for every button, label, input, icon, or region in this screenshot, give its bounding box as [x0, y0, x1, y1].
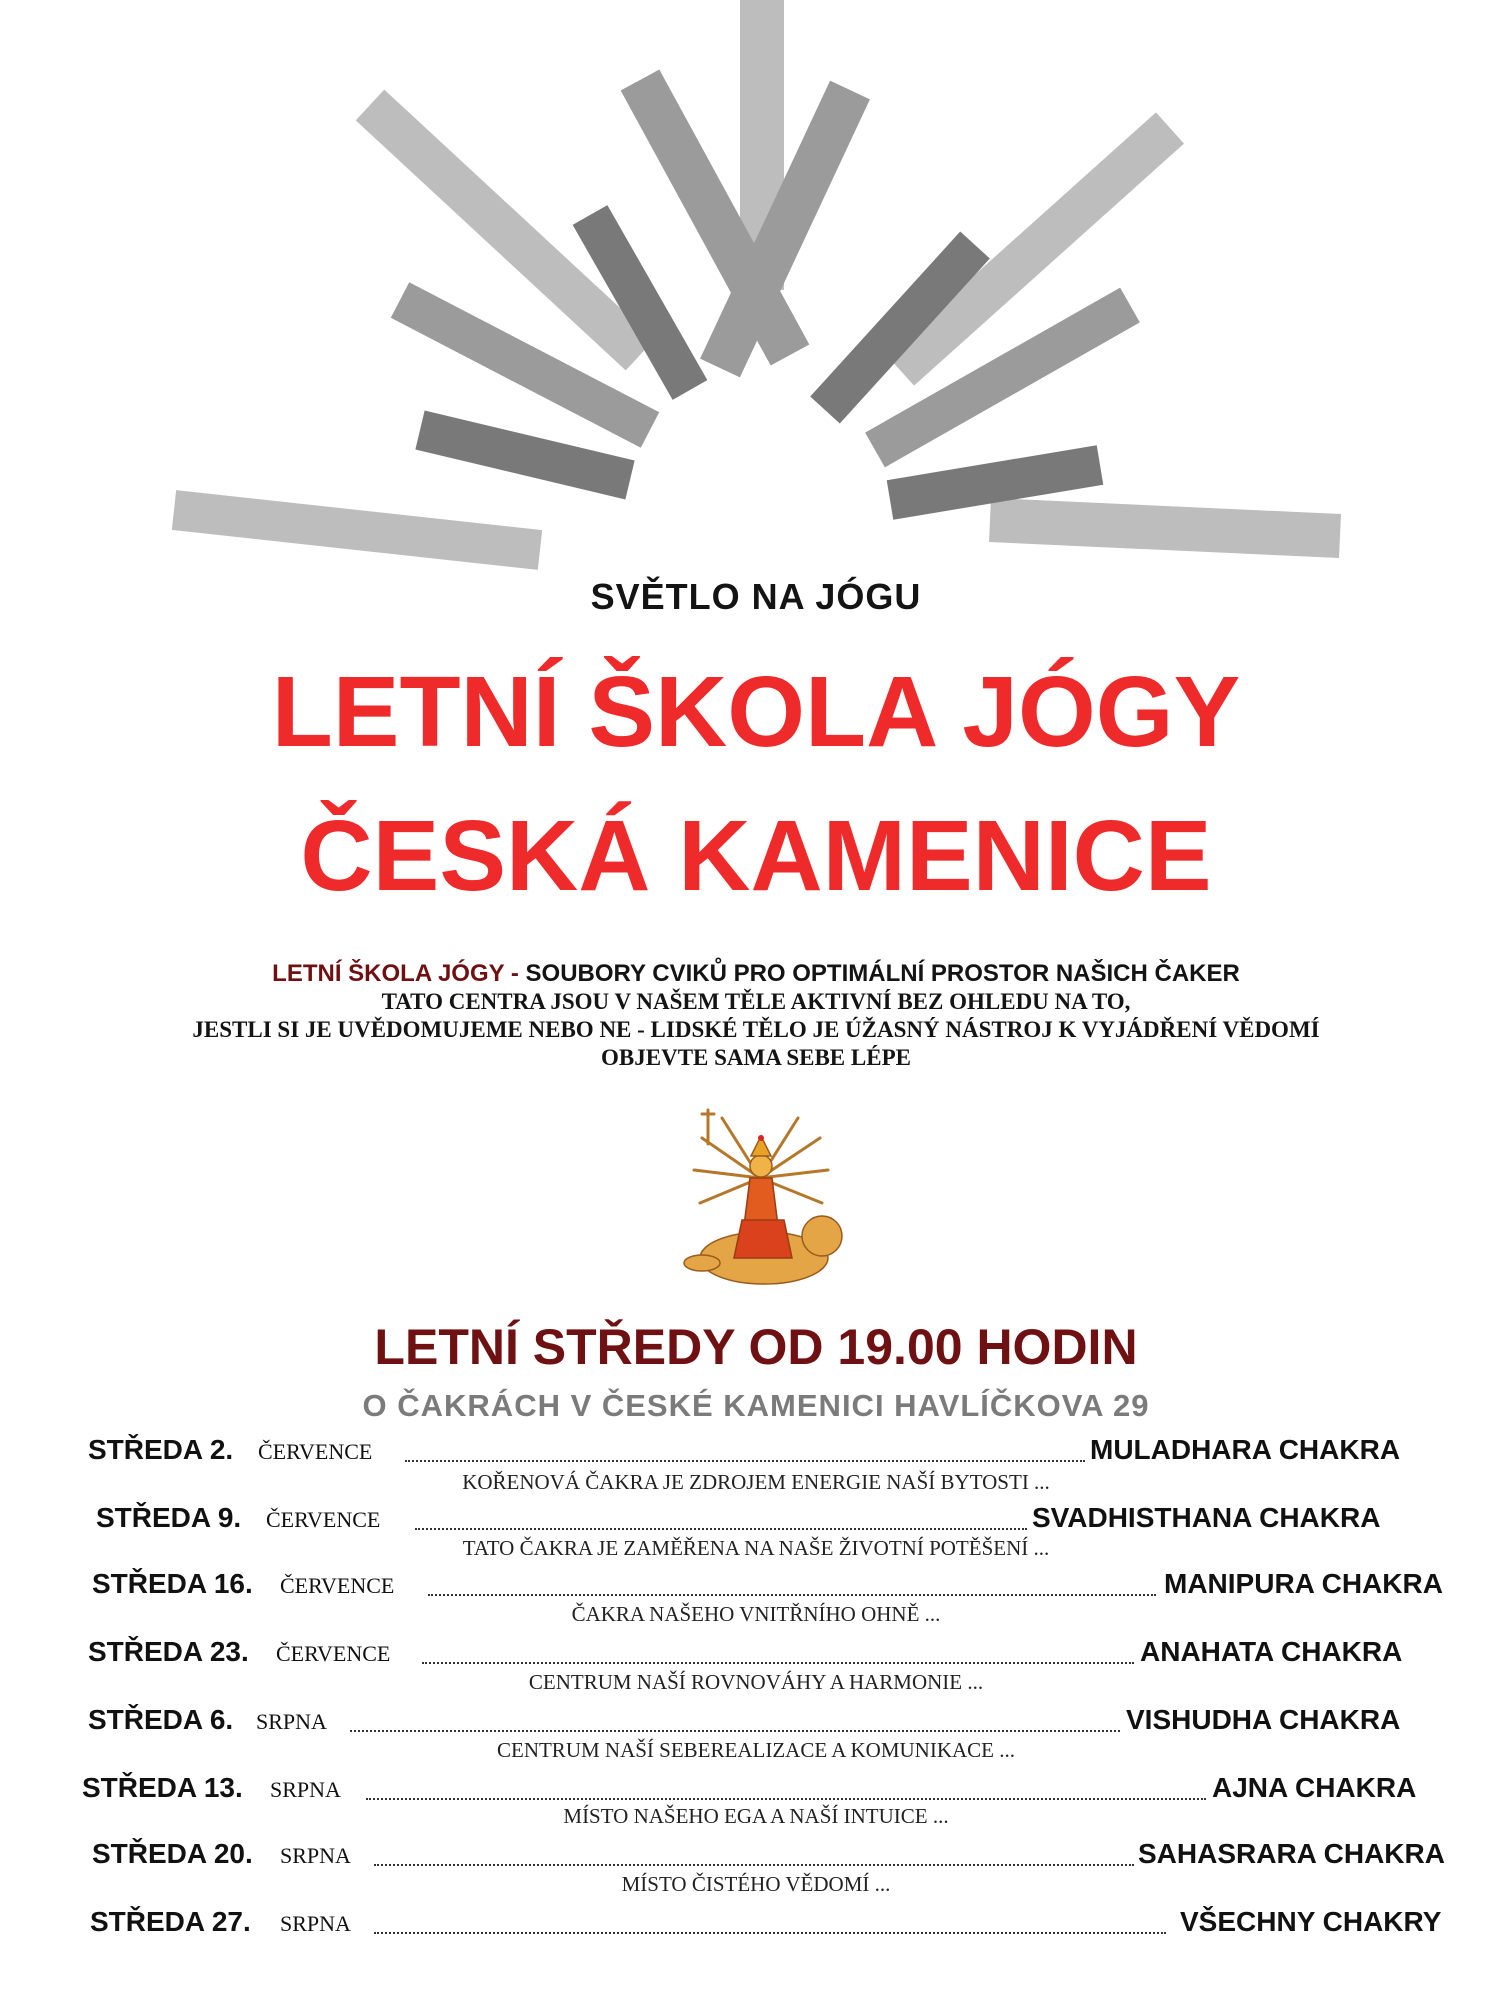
row-leader-dots	[374, 1906, 1166, 1934]
sunburst-ray	[990, 520, 1340, 536]
row-leader-dots	[350, 1704, 1120, 1732]
row-day: STŘEDA 27.	[90, 1906, 251, 1937]
row-description: KOŘENOVÁ ČAKRA JE ZDROJEM ENERGIE NAŠÍ BYTOSTI ...	[462, 1470, 1050, 1494]
row-day: STŘEDA 20.	[92, 1838, 253, 1869]
row-leader-dots	[415, 1502, 1027, 1530]
row-leader-dots	[374, 1838, 1134, 1866]
row-chakra: MULADHARA CHAKRA	[1090, 1434, 1401, 1465]
row-leader-dots	[428, 1568, 1156, 1596]
row-month: ČERVENCE	[276, 1641, 391, 1666]
row-description: MÍSTO NAŠEHO EGA A NAŠÍ INTUICE ...	[563, 1804, 949, 1828]
sunburst-logo	[0, 0, 1512, 570]
intro-line1-rest: SOUBORY CVIKŮ PRO OPTIMÁLNÍ PROSTOR NAŠICH ČAKER	[518, 960, 1240, 987]
schedule-row	[0, 1568, 1512, 1604]
intro-line1	[0, 960, 1512, 988]
schedule-subtitle: O ČAKRÁCH V ČESKÉ KAMENICI HAVLÍČKOVA 29	[362, 1388, 1150, 1423]
row-description: TATO ČAKRA JE ZAMĚŘENA NA NAŠE ŽIVOTNÍ POTĚŠENÍ ...	[462, 1536, 1050, 1560]
intro-line2: TATO CENTRA JSOU V NAŠEM TĚLE AKTIVNÍ BEZ OHLEDU NA TO,	[381, 989, 1131, 1014]
schedule-row	[0, 1838, 1512, 1874]
sunburst-ray	[890, 465, 1100, 500]
row-day: STŘEDA 6.	[88, 1704, 234, 1735]
schedule-row	[0, 1636, 1512, 1672]
schedule-row	[0, 1502, 1512, 1538]
main-title-line2: ČESKÁ KAMENICE	[300, 800, 1212, 912]
row-day: STŘEDA 16.	[92, 1568, 253, 1599]
sunburst-ray	[174, 510, 540, 550]
sunburst-ray	[420, 430, 630, 480]
row-day: STŘEDA 2.	[88, 1434, 234, 1465]
schedule-row	[0, 1704, 1512, 1740]
row-chakra: MANIPURA CHAKRA	[1164, 1568, 1443, 1599]
intro-line3: JESTLI SI JE UVĚDOMUJEME NEBO NE - LIDSKÉ TĚLO JE ÚŽASNÝ NÁSTROJ K VYJÁDŘENÍ VĚDOMÍ	[192, 1017, 1320, 1042]
row-description: ČAKRA NAŠEHO VNITŘNÍHO OHNĚ ...	[571, 1602, 941, 1626]
row-day: STŘEDA 9.	[96, 1502, 242, 1533]
row-leader-dots	[422, 1636, 1134, 1664]
row-month: ČERVENCE	[258, 1439, 373, 1464]
row-month: ČERVENCE	[266, 1507, 381, 1532]
subtitle: SVĚTLO NA JÓGU	[590, 576, 922, 617]
intro-line4: OBJEVTE SAMA SEBE LÉPE	[601, 1045, 911, 1070]
row-leader-dots	[366, 1772, 1206, 1800]
row-month: SRPNA	[280, 1911, 351, 1936]
schedule-row	[0, 1434, 1512, 1470]
row-month: SRPNA	[270, 1777, 341, 1802]
row-day: STŘEDA 13.	[82, 1772, 243, 1803]
row-month: SRPNA	[280, 1843, 351, 1868]
row-leader-dots	[405, 1434, 1085, 1462]
row-description: CENTRUM NAŠÍ SEBEREALIZACE A KOMUNIKACE ...	[496, 1738, 1015, 1762]
row-description: CENTRUM NAŠÍ ROVNOVÁHY A HARMONIE ...	[528, 1670, 984, 1694]
schedule-row	[0, 1772, 1512, 1808]
row-chakra: SAHASRARA CHAKRA	[1138, 1838, 1445, 1869]
row-month: ČERVENCE	[280, 1573, 395, 1598]
row-chakra: ANAHATA CHAKRA	[1140, 1636, 1403, 1667]
schedule-row	[0, 1906, 1512, 1942]
row-chakra: SVADHISTHANA CHAKRA	[1032, 1502, 1381, 1533]
row-chakra: VISHUDHA CHAKRA	[1126, 1704, 1401, 1735]
row-month: SRPNA	[256, 1709, 327, 1734]
intro-block	[0, 960, 1512, 1072]
main-title-line1: LETNÍ ŠKOLA JÓGY	[271, 656, 1241, 768]
row-day: STŘEDA 23.	[88, 1636, 249, 1667]
row-chakra: AJNA CHAKRA	[1212, 1772, 1417, 1803]
sunburst-ray	[900, 128, 1170, 370]
schedule-title: LETNÍ STŘEDY OD 19.00 HODIN	[374, 1319, 1138, 1375]
row-chakra: VŠECHNY CHAKRY	[1180, 1906, 1442, 1937]
row-description: MÍSTO ČISTÉHO VĚDOMÍ ...	[621, 1872, 891, 1896]
deity-illustration	[672, 1108, 848, 1304]
intro-highlight: LETNÍ ŠKOLA JÓGY -	[272, 960, 519, 987]
